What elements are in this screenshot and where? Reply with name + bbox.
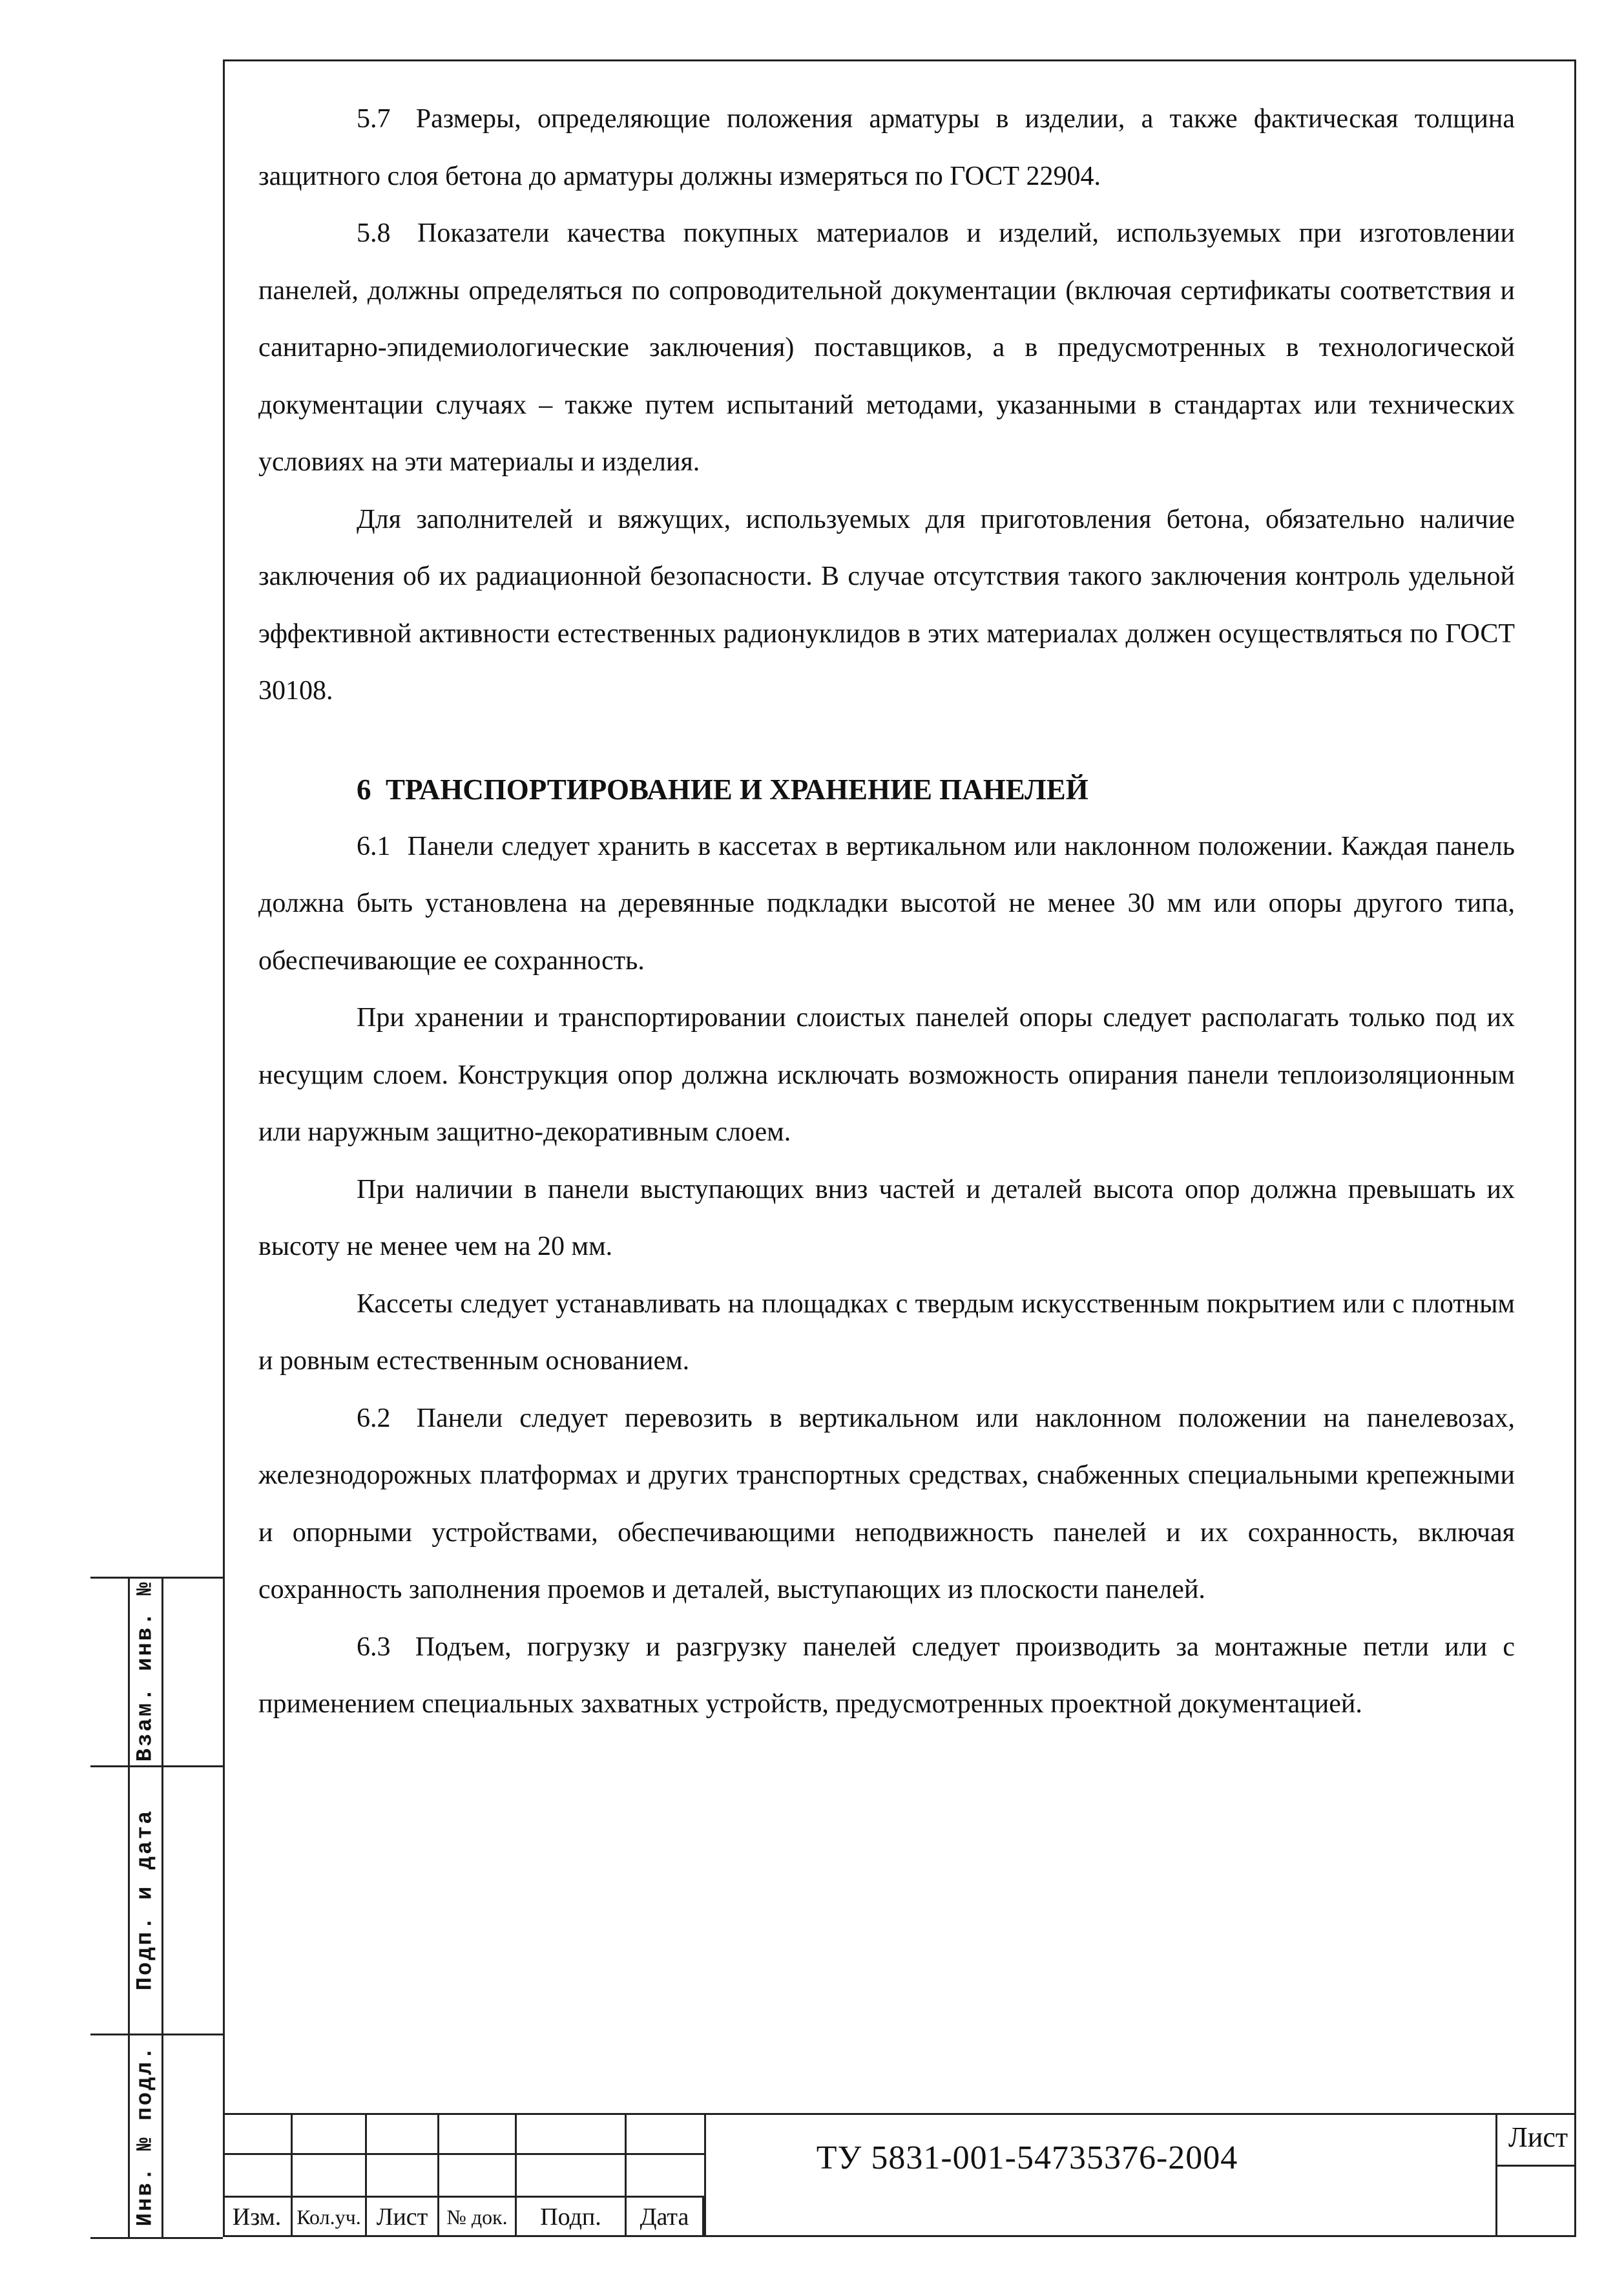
title-block-divider — [625, 2113, 627, 2237]
paragraph-text: При хранении и транспортировании слоистых панелей опоры следует располагать только под их несущим слоем. Конструкция опор должна исключать возможность опирания панели теплоизоляционным или наружным защитно-декоративным слоем. — [258, 1003, 1515, 1147]
stamp-sign-date — [128, 1765, 163, 2034]
stamp-inv-orig-label: Инв. № подл. — [133, 2044, 158, 2226]
col-list: Лист — [365, 2197, 437, 2237]
section-heading — [258, 761, 1515, 818]
page-bottom-rule — [90, 2237, 223, 2239]
sheet-box-divider — [1495, 2165, 1576, 2167]
col-izm: Изм. — [232, 2203, 282, 2231]
title-block — [223, 2113, 1576, 2237]
clause-number: 5.8 — [357, 218, 391, 248]
clause-number: 6.3 — [357, 1632, 391, 1662]
paragraph-layered-panels — [258, 989, 1515, 1161]
stamp-inv-orig — [128, 2034, 163, 2237]
col-sign: Подп. — [515, 2197, 625, 2237]
clause-number: 6.2 — [357, 1403, 391, 1433]
section-number: 6 — [357, 773, 371, 806]
clause-number: 5.7 — [357, 104, 391, 134]
stamp-sign-date-label: Подп. и дата — [133, 1809, 158, 1990]
col-date: Дата — [625, 2197, 704, 2237]
title-block-divider — [515, 2113, 517, 2237]
sheet-label: Лист — [1508, 2121, 1568, 2153]
clause-text: Размеры, определяющие положения арматуры в изделии, а также фактическая толщина защитного слоя бетона до арматуры должны измеряться по ГОСТ 22904. — [258, 104, 1515, 191]
title-block-divider — [365, 2113, 367, 2237]
paragraph-cassettes — [258, 1276, 1515, 1390]
paragraph-text: Для заполнителей и вяжущих, используемых для приготовления бетона, обязательно наличие заключения об их радиационной безопасности. В случае отсутствия такого заключения контроль удельной эффективной активности естественных радионуклидов в этих материалах должен осуществляться по ГОСТ 30108. — [258, 504, 1515, 706]
stamp-inv-replace — [128, 1577, 163, 1765]
title-block-divider — [437, 2113, 439, 2237]
document-body — [258, 90, 1515, 1733]
paragraph-radiation — [258, 491, 1515, 720]
paragraph-5-7 — [258, 90, 1515, 205]
document-code: ТУ 5831-001-54735376-2004 — [816, 2139, 1238, 2176]
paragraph-protruding-parts — [258, 1161, 1515, 1276]
title-block-divider — [291, 2113, 293, 2237]
paragraph-6-1 — [258, 818, 1515, 990]
paragraph-text: При наличии в панели выступающих вниз частей и деталей высота опор должна превышать их высоту не менее чем на 20 мм. — [258, 1174, 1515, 1261]
paragraph-6-3 — [258, 1619, 1515, 1733]
paragraph-5-8 — [258, 205, 1515, 491]
col-doc-no: № док. — [437, 2197, 515, 2237]
title-block-row — [223, 2153, 704, 2155]
title-block-row — [223, 2113, 1576, 2115]
section-title: ТРАНСПОРТИРОВАНИЕ И ХРАНЕНИЕ ПАНЕЛЕЙ — [386, 773, 1088, 806]
clause-number: 6.1 — [357, 831, 391, 861]
paragraph-text: Кассеты следует устанавливать на площадках с твердым искусственным покрытием или с плотным и ровным естественным основанием. — [258, 1288, 1515, 1376]
sheet-box-divider — [1495, 2113, 1497, 2237]
paragraph-6-2 — [258, 1390, 1515, 1619]
stamp-inv-replace-label: Взам. инв. № — [133, 1580, 158, 1762]
col-kol-uch: Кол.уч. — [291, 2197, 365, 2237]
clause-text: Панели следует хранить в кассетах в вертикальном или наклонном положении. Каждая панель должна быть установлена на деревянные подкладки высотой не менее 30 мм или опоры другого типа, обеспечивающие ее сохранность. — [258, 831, 1515, 976]
clause-text: Показатели качества покупных материалов и изделий, используемых при изготовлении панелей, должны определяться по сопроводительной документации (включая сертификаты соответствия и санитарно-эпидемиологические заключения) поставщиков, а в предусмотренных в технологической документации случаях – также путем испытаний методами, указанными в стандартах или технических условиях на эти материалы и изделия. — [258, 218, 1515, 477]
clause-text: Подъем, погрузку и разгрузку панелей следует производить за монтажные петли или с применением специальных захватных устройств, предусмотренных проектной документацией. — [258, 1632, 1515, 1719]
clause-text: Панели следует перевозить в вертикальном или наклонном положении на панелевозах, железнодорожных платформах и других транспортных средствах, снабженных специальными крепежными и опорными устройствами, обеспечивающими неподвижность панелей и их сохранность, включая сохранность заполнения проемов и деталей, выступающих из плоскости панелей. — [258, 1403, 1515, 1604]
